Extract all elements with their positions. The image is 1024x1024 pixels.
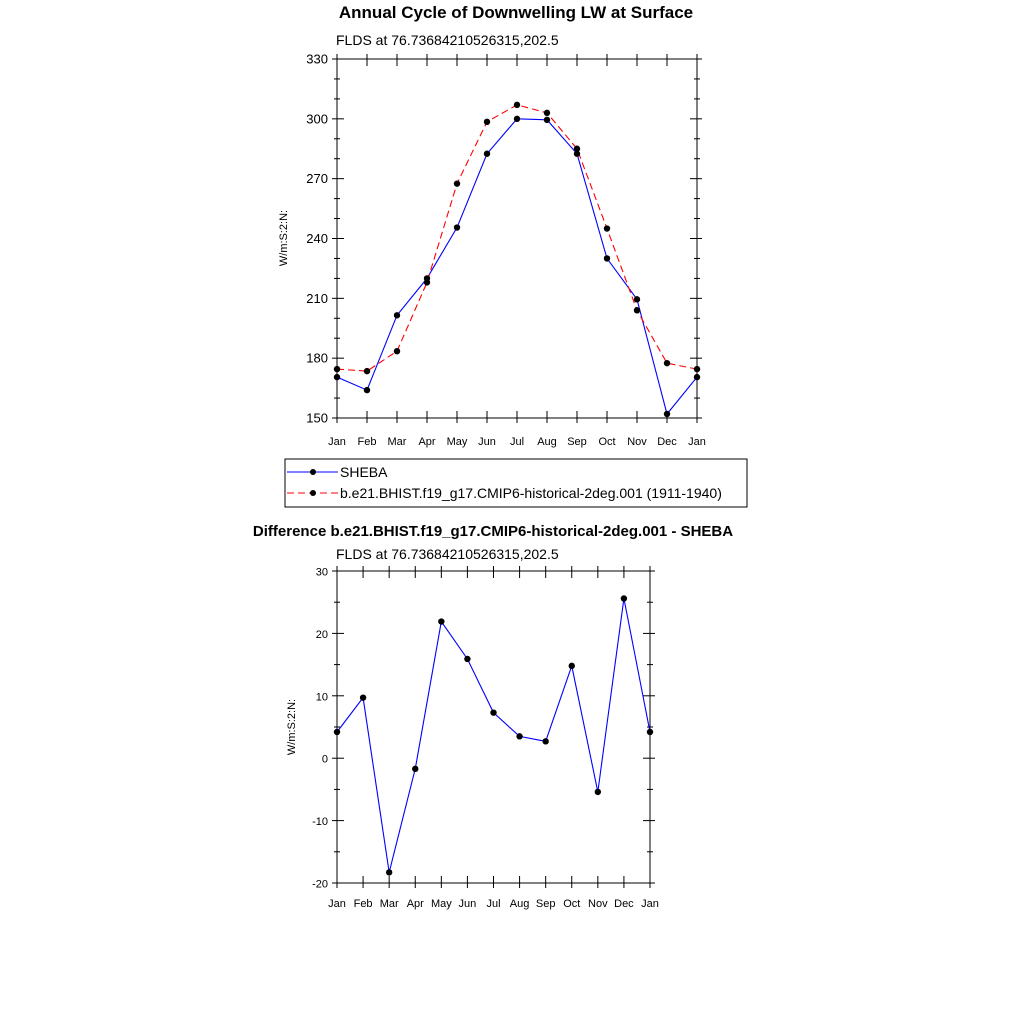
plot-frame — [337, 59, 697, 418]
y-tick-label: 10 — [315, 691, 328, 704]
data-point-series-0 — [334, 729, 340, 735]
x-tick-label: Jan — [328, 436, 346, 448]
x-tick-label: Feb — [357, 436, 377, 448]
y-tick-label: 150 — [306, 410, 328, 426]
data-point-series-0 — [634, 296, 640, 302]
chart-title: Annual Cycle of Downwelling LW at Surface — [338, 3, 694, 22]
x-tick-label: Oct — [563, 898, 581, 910]
x-tick-label: Sep — [567, 436, 587, 448]
x-tick-label: Jan — [688, 436, 706, 448]
series-layer — [334, 595, 653, 875]
data-point-series-1 — [544, 110, 550, 116]
data-point-series-1 — [664, 360, 670, 366]
data-point-series-1 — [424, 279, 430, 285]
x-tick-label: Sep — [535, 898, 556, 910]
data-point-series-0 — [516, 733, 522, 739]
data-point-series-0 — [386, 869, 392, 875]
data-point-series-0 — [334, 374, 340, 380]
chart-subtitle: FLDS at 76.73684210526315,202.5 — [336, 32, 559, 48]
data-point-series-1 — [604, 225, 610, 231]
y-tick-label: 210 — [306, 290, 328, 306]
x-tick-label: Nov — [588, 898, 608, 910]
x-tick-label: Aug — [509, 898, 530, 910]
legend-entry-model — [287, 485, 722, 501]
y-tick-label: -20 — [312, 878, 328, 891]
y-axis-label: W/m:S:2:N: — [278, 209, 290, 267]
y-tick-label: 240 — [306, 231, 328, 246]
data-point-series-0 — [438, 618, 444, 624]
data-point-series-0 — [454, 224, 460, 230]
x-tick-label: May — [446, 436, 468, 448]
data-point-series-1 — [574, 146, 580, 152]
legend-label-model: b.e21.BHIST.f19_g17.CMIP6-historical-2deg.001 (1911-1940) — [340, 485, 722, 501]
chart-subtitle: FLDS at 76.73684210526315,202.5 — [336, 546, 559, 562]
chart-title: Difference b.e21.BHIST.f19_g17.CMIP6-historical-2deg.001 - SHEBA — [252, 523, 734, 540]
x-tick-label: Feb — [353, 898, 373, 910]
data-point-series-0 — [360, 694, 366, 700]
data-point-series-1 — [454, 180, 460, 186]
y-tick-label: -10 — [312, 816, 328, 829]
series-layer — [334, 102, 700, 418]
data-point-series-0 — [490, 709, 496, 715]
legend-marker-sheba — [310, 469, 316, 475]
x-tick-label: Mar — [387, 436, 407, 448]
series-line-0 — [337, 598, 650, 872]
x-tick-label: Aug — [537, 436, 557, 448]
data-point-series-0 — [514, 116, 520, 122]
y-tick-label: 30 — [315, 566, 328, 579]
data-point-series-1 — [514, 102, 520, 108]
data-point-series-0 — [412, 766, 418, 772]
data-point-series-0 — [621, 595, 627, 601]
data-point-series-0 — [595, 789, 601, 795]
x-tick-label: Jul — [486, 898, 501, 910]
data-point-series-1 — [334, 366, 340, 372]
data-point-series-0 — [394, 312, 400, 318]
data-point-series-0 — [464, 656, 470, 662]
annual-cycle-chart — [278, 3, 706, 448]
x-tick-label: Apr — [418, 436, 436, 448]
data-point-series-0 — [364, 387, 370, 393]
y-tick-label: 20 — [315, 628, 328, 641]
data-point-series-0 — [542, 738, 548, 744]
y-tick-label: 180 — [306, 350, 328, 366]
y-tick-label: 0 — [321, 753, 328, 766]
data-point-series-1 — [634, 307, 640, 313]
legend-label-sheba: SHEBA — [340, 464, 388, 480]
data-point-series-0 — [647, 729, 653, 735]
axes — [312, 566, 659, 910]
data-point-series-0 — [604, 255, 610, 261]
x-tick-label: Jun — [458, 898, 477, 910]
data-point-series-0 — [569, 663, 575, 669]
x-tick-label: Dec — [657, 436, 677, 448]
data-point-series-0 — [694, 374, 700, 380]
x-tick-label: May — [430, 898, 452, 910]
legend — [285, 459, 747, 507]
y-tick-label: 300 — [306, 111, 328, 127]
series-line-0 — [337, 119, 697, 414]
legend-entry-sheba — [287, 464, 388, 480]
y-tick-label: 270 — [306, 171, 328, 187]
data-point-series-1 — [364, 368, 370, 374]
x-tick-label: Jan — [641, 898, 659, 910]
difference-chart — [253, 523, 733, 910]
x-tick-label: Apr — [406, 898, 424, 910]
x-tick-label: Dec — [614, 898, 634, 910]
x-tick-label: Nov — [627, 436, 647, 448]
data-point-series-0 — [484, 151, 490, 157]
data-point-series-1 — [484, 119, 490, 125]
y-tick-label: 330 — [306, 51, 328, 67]
legend-marker-model — [310, 490, 316, 496]
x-tick-label: Mar — [379, 898, 399, 910]
data-point-series-1 — [394, 348, 400, 354]
x-tick-label: Jun — [478, 436, 496, 448]
data-point-series-0 — [544, 117, 550, 123]
x-tick-label: Jul — [509, 436, 525, 448]
data-point-series-1 — [694, 366, 700, 372]
x-tick-label: Oct — [598, 436, 616, 448]
y-axis-label: W/m:S:2:N: — [286, 698, 298, 756]
x-tick-label: Jan — [328, 898, 346, 910]
data-point-series-0 — [664, 411, 670, 417]
